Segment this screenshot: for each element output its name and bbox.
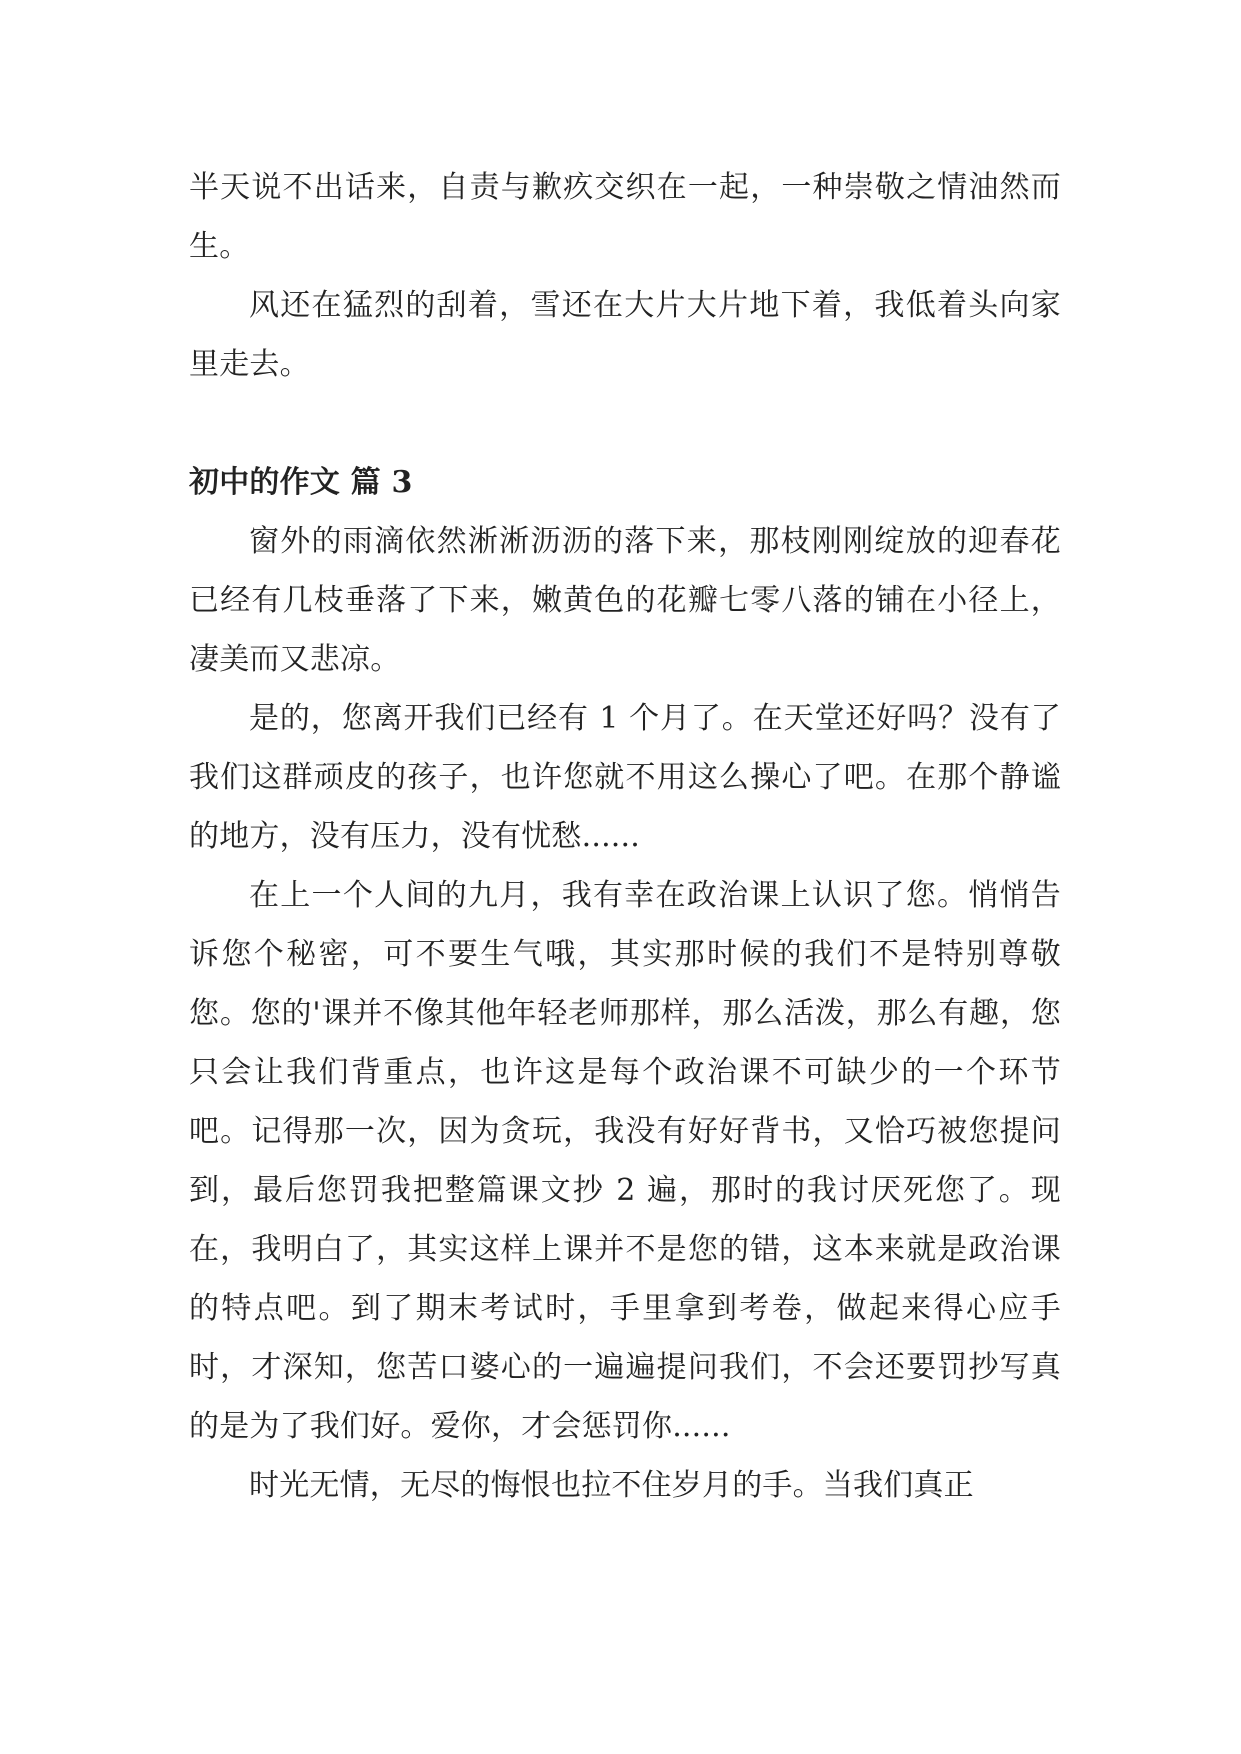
paragraph-section-3: 在上一个人间的九月，我有幸在政治课上认识了您。悄悄告诉您个秘密，可不要生气哦，其实那时候的我们不是特别尊敬您。您的'课并不像其他年轻老师那样，那么活泼，那么有趣，您只会让我们背重点，也许这是每个政治课不可缺少的一个环节吧。记得那一次，因为贪玩，我没有好好背书，又恰巧被您提问到，最后您罚我把整篇课文抄 2 遍，那时的我讨厌死您了。现在，我明白了，其实这样上课并不是您的错，这本来就是政治课的特点吧。到了期末考试时，手里拿到考卷，做起来得心应手时，才深知，您苦口婆心的一遍遍提问我们，不会还要罚抄写真的是为了我们好。爱你，才会惩罚你...... bbox=[189, 878, 1061, 1444]
paragraph-continued-2: 风还在猛烈的刮着，雪还在大片大片地下着，我低着头向家里走去。 bbox=[189, 288, 1061, 382]
section-title: 初中的作文 篇 3 bbox=[189, 465, 413, 500]
paragraph-section-2: 是的，您离开我们已经有 1 个月了。在天堂还好吗？没有了我们这群顽皮的孩子，也许您就不用这么操心了吧。在那个静谧的地方，没有压力，没有忧愁...... bbox=[189, 701, 1061, 854]
paragraph-continued-1: 半天说不出话来，自责与歉疚交织在一起，一种崇敬之情油然而生。 bbox=[189, 170, 1061, 264]
paragraph-section-1: 窗外的雨滴依然淅淅沥沥的落下来，那枝刚刚绽放的迎春花已经有几枝垂落了下来，嫩黄色的花瓣七零八落的铺在小径上，凄美而又悲凉。 bbox=[189, 524, 1061, 677]
paragraph-section-4: 时光无情，无尽的悔恨也拉不住岁月的手。当我们真正 bbox=[249, 1468, 974, 1503]
section-spacer bbox=[189, 394, 1061, 453]
document-body bbox=[189, 158, 1061, 1515]
